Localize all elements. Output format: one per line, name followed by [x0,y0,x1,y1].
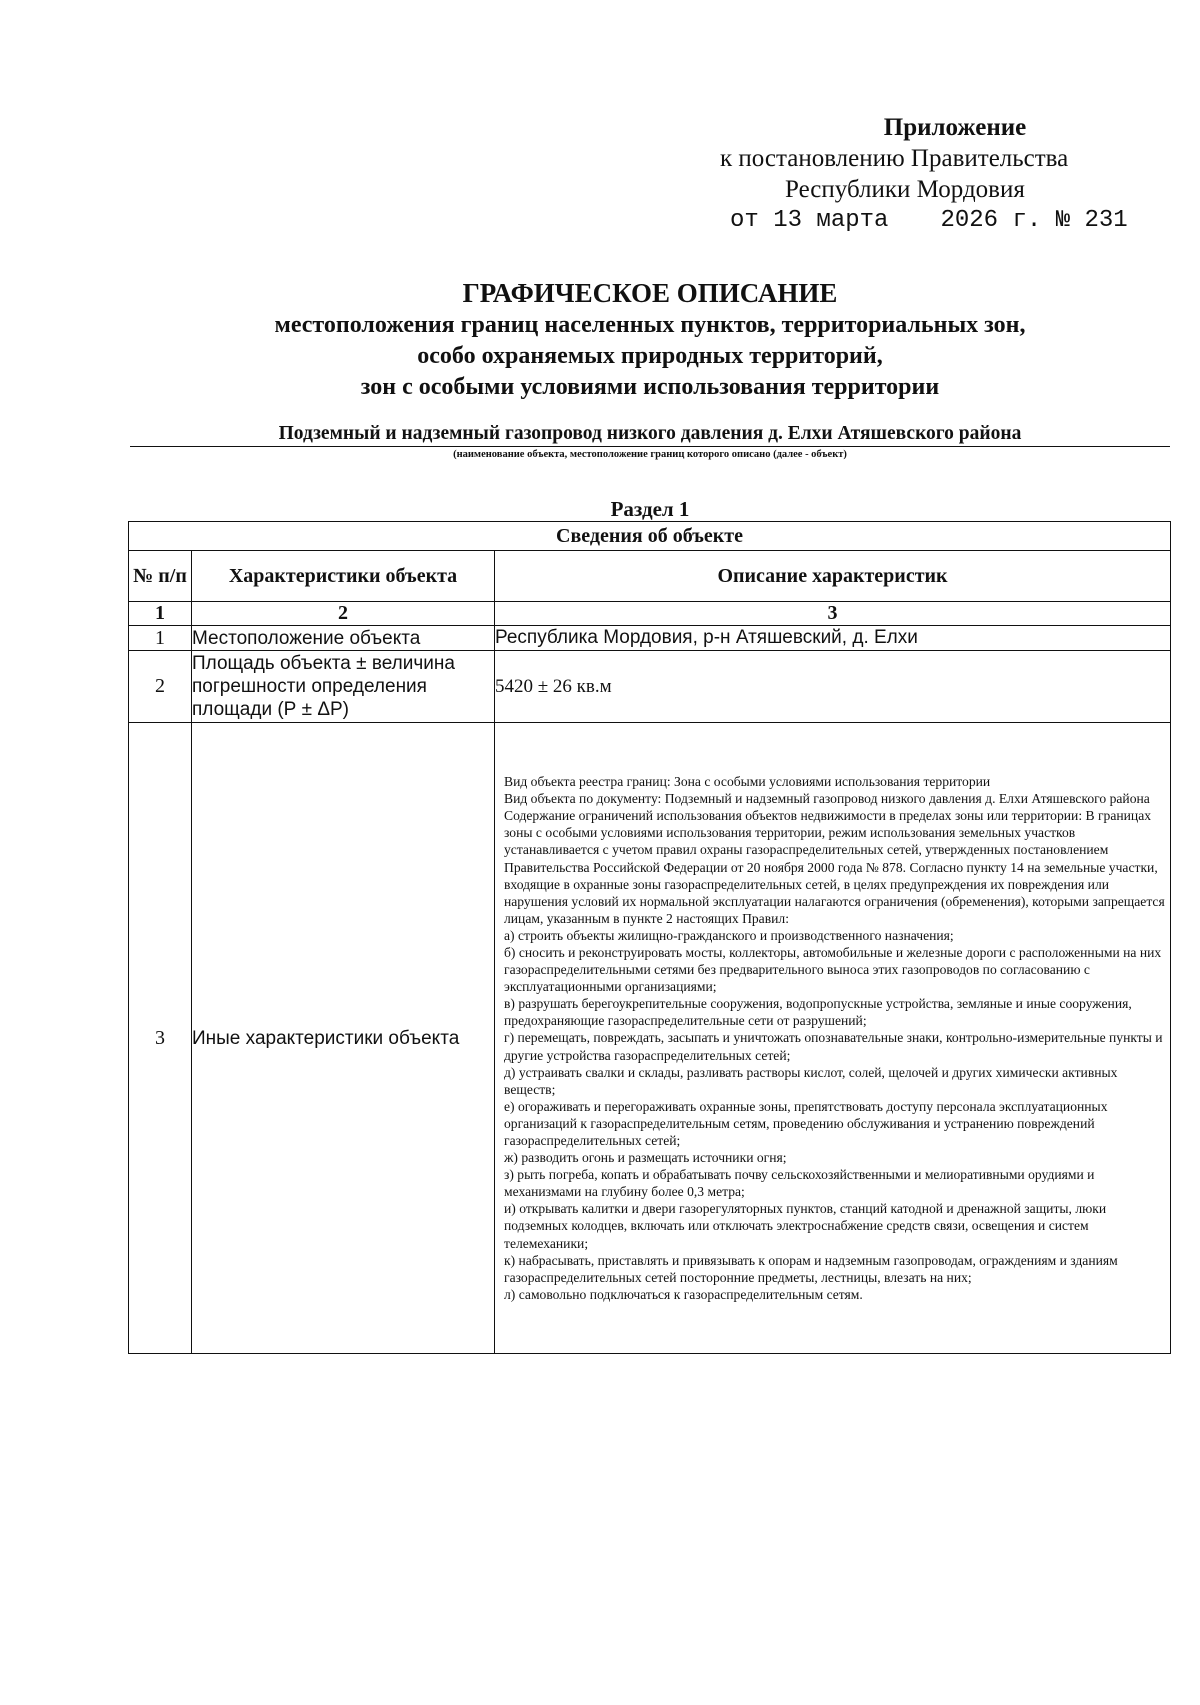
header-characteristic: Характеристики объекта [192,551,495,602]
row-num: 2 [129,651,192,723]
document-title-sub-3: зон с особыми условиями использования территории [360,374,940,400]
desc-line: л) самовольно подключаться к газораспределительным сетям. [504,1286,863,1302]
document-title-sub-2: особо охраняемых природных территорий, [417,343,883,369]
row-description: 5420 ± 26 кв.м [495,651,1171,723]
desc-line: Вид объекта реестра границ: Зона с особыми условиями использования территории [504,774,991,790]
document-title [130,276,1170,403]
appendix-line-2: Республики Мордовия [785,176,1025,203]
object-info-table [128,521,1171,1354]
desc-line: а) строить объекты жилищно-гражданского и производственного назначения; [504,927,954,943]
desc-line: и) открывать калитки и двери газорегуляторных пунктов, станций катодной и дренажной защиты, люки подземных колодцев, включать или отключать электроснабжение средств связи, освещения и систем телемеханики; [504,1201,1107,1251]
date-prefix: от [730,207,759,234]
appendix-date-line [700,205,1140,236]
row-description: Республика Мордовия, р-н Атяшевский, д. Елхи [495,626,1171,651]
appendix-block [700,112,1140,236]
desc-line: б) сносить и реконструировать мосты, коллекторы, автомобильные и железные дороги с расположенными на них газораспределительными сетями без предварительного выноса этих газопроводов по согласованию с эксплуатационными организациями; [504,944,1162,995]
desc-line: ж) разводить огонь и размещать источники огня; [504,1150,787,1166]
document-title-main: ГРАФИЧЕСКОЕ ОПИСАНИЕ [462,278,838,308]
section-label: Раздел 1 [610,497,690,521]
desc-line: к) набрасывать, приставлять и привязывать к опорам и надземным газопроводам, ограждениям и зданиям газораспределительных сетей посторонние предметы, лестницы, влезать на них; [504,1252,1118,1285]
desc-line: е) огораживать и перегораживать охранные зоны, препятствовать доступу персонала эксплуатационных организаций к газораспределительным сетям, проведению обслуживания и устранению повреждений газораспределительных сетей; [504,1098,1108,1149]
object-name: Подземный и надземный газопровод низкого давления д. Елхи Атяшевского района [130,422,1170,447]
appendix-title: Приложение [883,114,1027,141]
column-number: 3 [495,602,1171,626]
table-row [129,651,1171,723]
appendix-line-1: к постановлению Правительства [720,145,1069,172]
column-number: 1 [129,602,192,626]
row-characteristic: Местоположение объекта [192,626,495,651]
desc-line: в) разрушать берегоукрепительные сооружения, водопропускные устройства, земляные и иные сооружения, предохраняющие газораспределительные сети от разрушений; [504,996,1132,1029]
desc-line: д) устраивать свалки и склады, разливать растворы кислот, солей, щелочей и других химически активных веществ; [504,1064,1118,1097]
table-row [129,723,1171,1354]
row-characteristic: Площадь объекта ± величина погрешности определения площади (Р ± ΔР) [192,651,495,723]
desc-line: з) рыть погреба, копать и обрабатывать почву сельскохозяйственными и мелиоративными орудиями и механизмами на глубину более 0,3 метра; [504,1167,1095,1200]
object-name-note: (наименование объекта, местоположение границ которого описано (далее - объект) [453,449,847,460]
header-num: № п/п [129,551,192,602]
desc-line: Вид объекта по документу: Подземный и надземный газопровод низкого давления д. Елхи Атяшевского района [504,791,1150,807]
column-number: 2 [192,602,495,626]
table-title: Сведения об объекте [129,522,1171,551]
row-num: 1 [129,626,192,651]
row-num: 3 [129,723,192,1354]
date-year-number: 2026 г. № 231 [940,207,1128,234]
row-characteristic: Иные характеристики объекта [192,723,495,1354]
desc-line: г) перемещать, повреждать, засыпать и уничтожать опознавательные знаки, контрольно-измерительные пункты и другие устройства газораспределительных сетей; [504,1030,1163,1063]
document-title-sub-1: местоположения границ населенных пунктов, территориальных зон, [274,312,1026,338]
table-row [129,626,1171,651]
row-description [495,723,1171,1354]
desc-line: Содержание ограничений использования объектов недвижимости в пределах зоны или территории: В границах зоны с особыми условиями использования территории, режим использования земельных участков устанавливается с учетом правил охраны газораспределительных сетей, утвержденных постановлением Правительства Российской Федерации от 20 ноября 2000 года № 878. Согласно пункту 14 на земельные участки, входящие в охранные зоны газораспределительных сетей, в целях предупреждения их повреждения или нарушения условий их нормальной эксплуатации налагаются ограничения (обременения), которыми запрещается лицам, указанным в пункте 2 настоящих Правил: [504,808,1165,926]
restrictions-text [495,771,1170,1305]
date-day-month: 13 марта [773,207,889,234]
header-description: Описание характеристик [495,551,1171,602]
